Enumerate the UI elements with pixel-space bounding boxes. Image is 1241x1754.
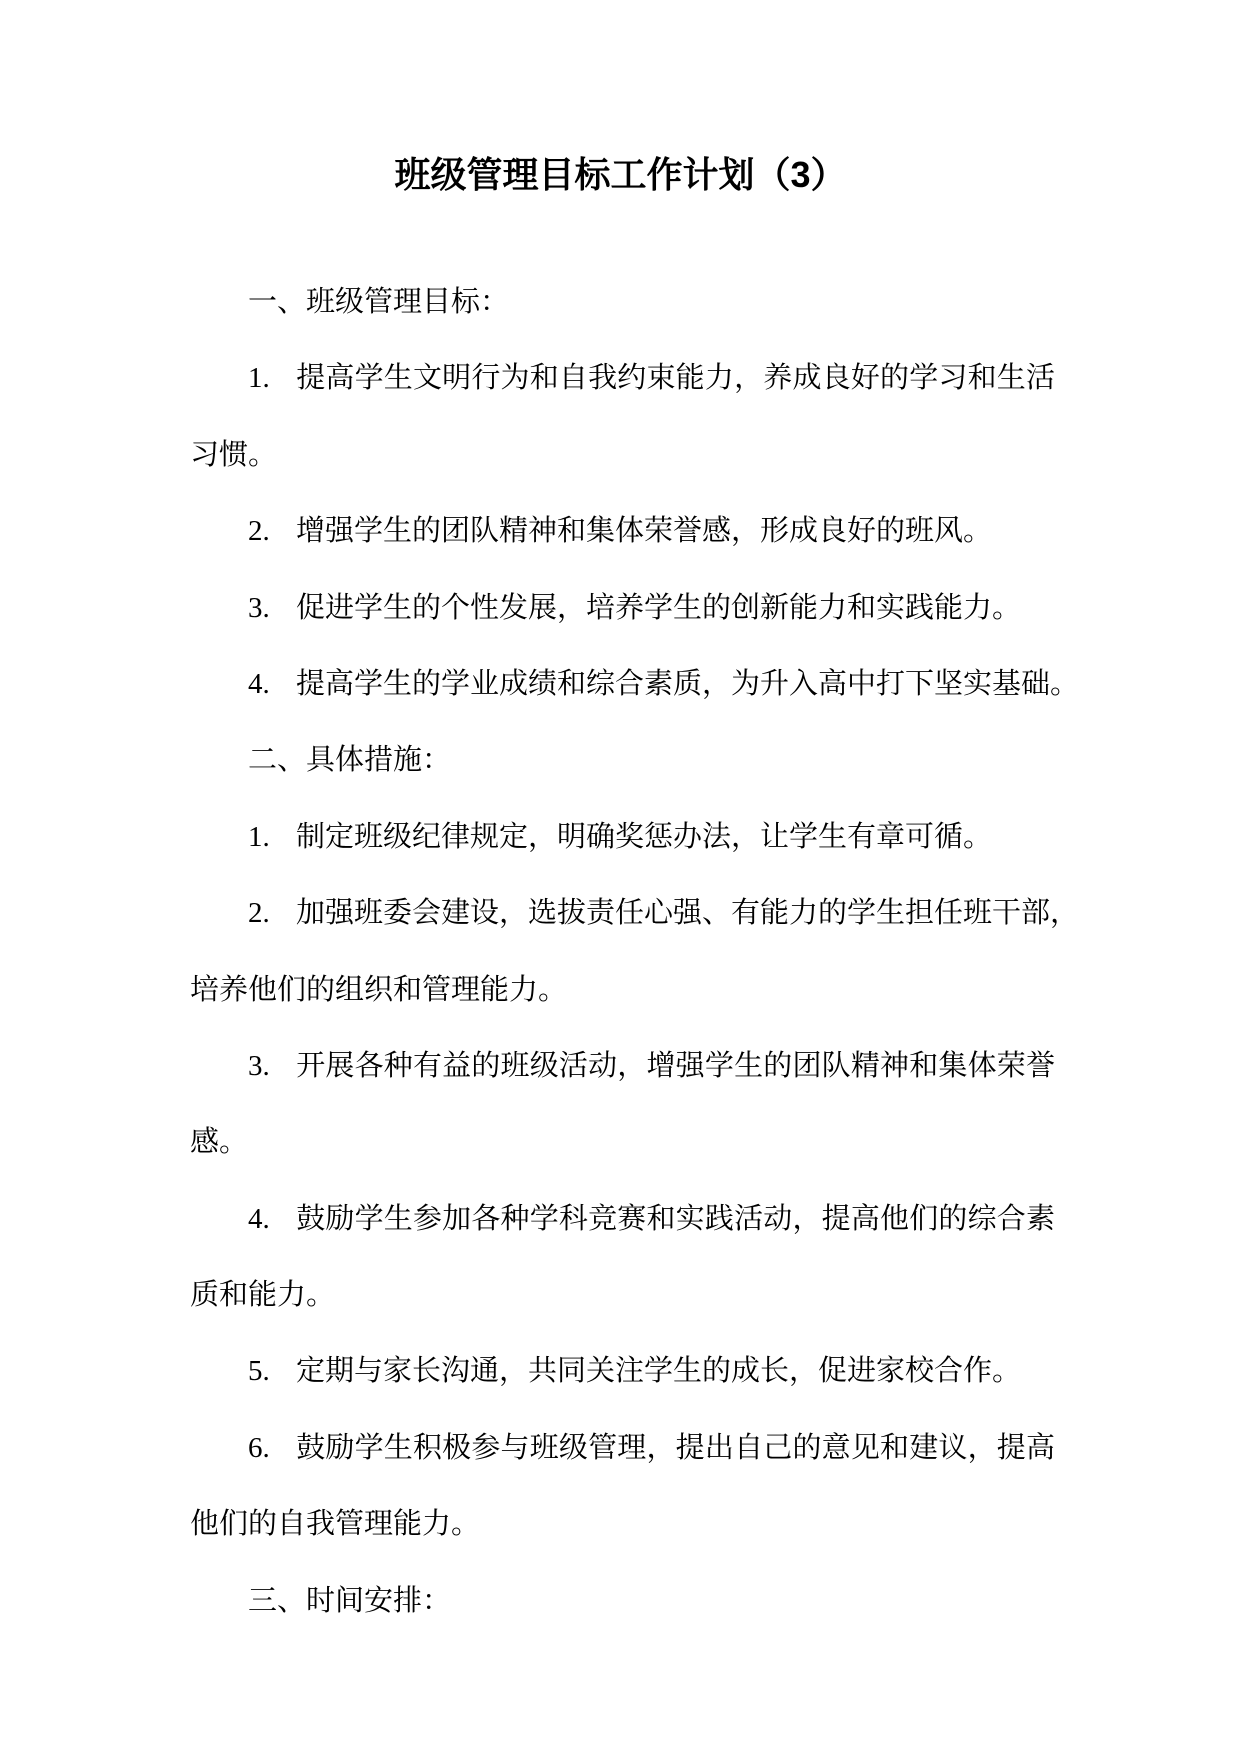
paragraph-line	[190, 1333, 1055, 1409]
paragraph-line	[190, 1104, 1055, 1180]
list-number: 3.	[248, 591, 270, 624]
list-number: 2.	[248, 515, 270, 548]
list-number: 1.	[248, 362, 270, 395]
paragraph-line	[190, 1181, 1055, 1257]
line-text: 定期与家长沟通，共同关注学生的成长，促进家校合作。	[296, 1355, 1022, 1388]
paragraph-line	[190, 799, 1055, 875]
paragraph-line	[190, 1486, 1055, 1562]
line-text: 一、班级管理目标：	[248, 286, 510, 318]
paragraph-line	[190, 646, 1080, 722]
line-text: 促进学生的个性发展，培养学生的创新能力和实践能力。	[296, 591, 1022, 624]
line-text: 加强班委会建设，选拔责任心强、有能力的学生担任班干部，	[296, 897, 1080, 930]
line-text: 增强学生的团队精神和集体荣誉感，形成良好的班风。	[296, 515, 993, 548]
paragraph-line	[190, 1257, 1055, 1333]
list-number: 1.	[248, 820, 270, 853]
list-number: 6.	[248, 1431, 270, 1464]
line-text: 质和能力。	[190, 1279, 336, 1312]
list-number: 2.	[248, 897, 270, 930]
line-text: 鼓励学生积极参与班级管理，提出自己的意见和建议，提高	[296, 1431, 1055, 1464]
list-item	[190, 875, 1080, 1028]
line-text: 习惯。	[190, 438, 278, 471]
section-heading	[190, 264, 1055, 340]
paragraph-line	[190, 570, 1055, 646]
document-title: 班级管理目标工作计划（3）	[394, 154, 847, 195]
line-text: 感。	[190, 1126, 249, 1159]
list-number: 3.	[248, 1049, 270, 1082]
paragraph-line	[190, 417, 1055, 493]
list-item	[190, 799, 1055, 875]
line-text: 制定班级纪律规定，明确奖惩办法，让学生有章可循。	[296, 820, 993, 853]
list-item	[190, 1333, 1055, 1409]
section-heading	[190, 1563, 1055, 1639]
paragraph-line	[190, 722, 1055, 798]
list-number: 4.	[248, 667, 270, 700]
paragraph-line	[190, 493, 1055, 569]
line-text: 提高学生的学业成绩和综合素质，为升入高中打下坚实基础。	[296, 667, 1080, 700]
list-item	[190, 646, 1080, 722]
paragraph-line	[190, 1563, 1055, 1639]
list-item	[190, 493, 1055, 569]
section-heading	[190, 722, 1055, 798]
paragraph-line	[190, 264, 1055, 340]
line-text: 鼓励学生参加各种学科竞赛和实践活动，提高他们的综合素	[296, 1202, 1055, 1235]
list-number: 5.	[248, 1355, 270, 1388]
line-text: 他们的自我管理能力。	[190, 1508, 481, 1541]
list-item	[190, 340, 1055, 493]
paragraph-line	[190, 875, 1080, 951]
paragraph-line	[190, 340, 1055, 416]
paragraph-line	[190, 1410, 1055, 1486]
paragraph-line	[190, 952, 1055, 1028]
list-item	[190, 1181, 1055, 1334]
line-text: 三、时间安排：	[248, 1584, 452, 1617]
line-text: 二、具体措施：	[248, 744, 452, 777]
list-number: 4.	[248, 1202, 270, 1235]
list-item	[190, 1028, 1055, 1181]
list-item	[190, 1410, 1055, 1563]
paragraph-line	[190, 1028, 1055, 1104]
list-item	[190, 570, 1055, 646]
document-body	[190, 264, 1080, 1639]
line-text: 培养他们的组织和管理能力。	[190, 973, 568, 1006]
line-text: 开展各种有益的班级活动，增强学生的团队精神和集体荣誉	[296, 1049, 1055, 1082]
line-text: 提高学生文明行为和自我约束能力，养成良好的学习和生活	[296, 362, 1055, 395]
